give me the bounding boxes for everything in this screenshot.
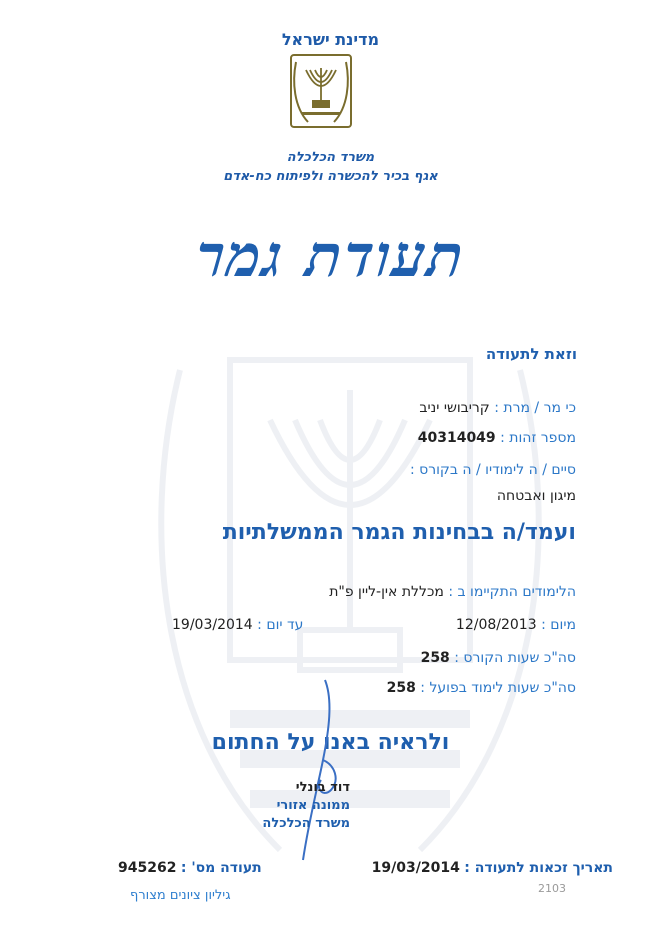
institution-value: מכללת אין-ליין פ"ת xyxy=(329,584,444,600)
from-label: מיום : xyxy=(541,617,576,633)
course-name: מיגון ואבטחה xyxy=(496,488,576,504)
certificate-number-row xyxy=(118,860,262,876)
attestation-heading: וזאת לתעודה xyxy=(485,345,577,363)
certificate-code: 2103 xyxy=(538,882,566,895)
to-label: עד יום : xyxy=(257,617,304,633)
from-value: 12/08/2013 xyxy=(455,617,537,633)
name-label: כי מר / מרת : xyxy=(494,400,576,416)
name-value: קריבושי יניב xyxy=(419,400,490,416)
name-row xyxy=(419,400,576,416)
certificate-number-value: 945262 xyxy=(118,860,177,876)
entitlement-value: 19/03/2014 xyxy=(371,860,460,876)
entitlement-label: תאריך זכאות לתעודה : xyxy=(464,860,613,876)
signatory-ministry: משרד הכלכלה xyxy=(262,816,350,831)
witness-text: ולראיה באנו על החתום xyxy=(211,730,450,755)
certificate-title: תעודת גמר xyxy=(192,222,469,290)
completed-row xyxy=(410,462,576,478)
department-name: אגף בכיר להכשרה ולפיתוח כח-אדם xyxy=(223,169,438,184)
course-hours-value: 258 xyxy=(420,650,450,666)
ministry-name: משרד הכלכלה xyxy=(286,150,375,165)
handwritten-signature-icon xyxy=(285,670,355,870)
grades-sheet-note: גיליון ציונים מצורף xyxy=(130,888,231,903)
signatory-role: ממונה אזורי xyxy=(276,798,350,813)
completed-label: סיים / ה לימודיו / ה בקורס : xyxy=(409,462,576,478)
signatory-name: דוד בונלי xyxy=(295,780,350,795)
from-date-row xyxy=(456,617,576,633)
actual-hours-row xyxy=(387,680,576,696)
to-date-row xyxy=(172,617,303,633)
id-value: 40314049 xyxy=(417,430,496,446)
course-hours-label: סה"כ שעות הקורס : xyxy=(454,650,576,666)
passed-exams-text: ועמד/ה בבחינות הגמר הממשלתיות xyxy=(222,520,576,545)
menorah-emblem-icon xyxy=(288,52,354,130)
actual-hours-value: 258 xyxy=(386,680,416,696)
institution-label: הלימודים התקיימו ב : xyxy=(448,584,576,600)
course-hours-row xyxy=(421,650,576,666)
id-label: מספר זהות : xyxy=(500,430,576,446)
state-name: מדינת ישראל xyxy=(281,30,380,49)
actual-hours-label: סה"כ שעות לימוד בפועל : xyxy=(420,680,576,696)
institution-row xyxy=(329,584,576,600)
certificate-number-label: תעודה מס' : xyxy=(180,860,262,876)
id-row xyxy=(418,430,576,446)
to-value: 19/03/2014 xyxy=(172,617,253,633)
entitlement-date-row xyxy=(372,860,613,876)
